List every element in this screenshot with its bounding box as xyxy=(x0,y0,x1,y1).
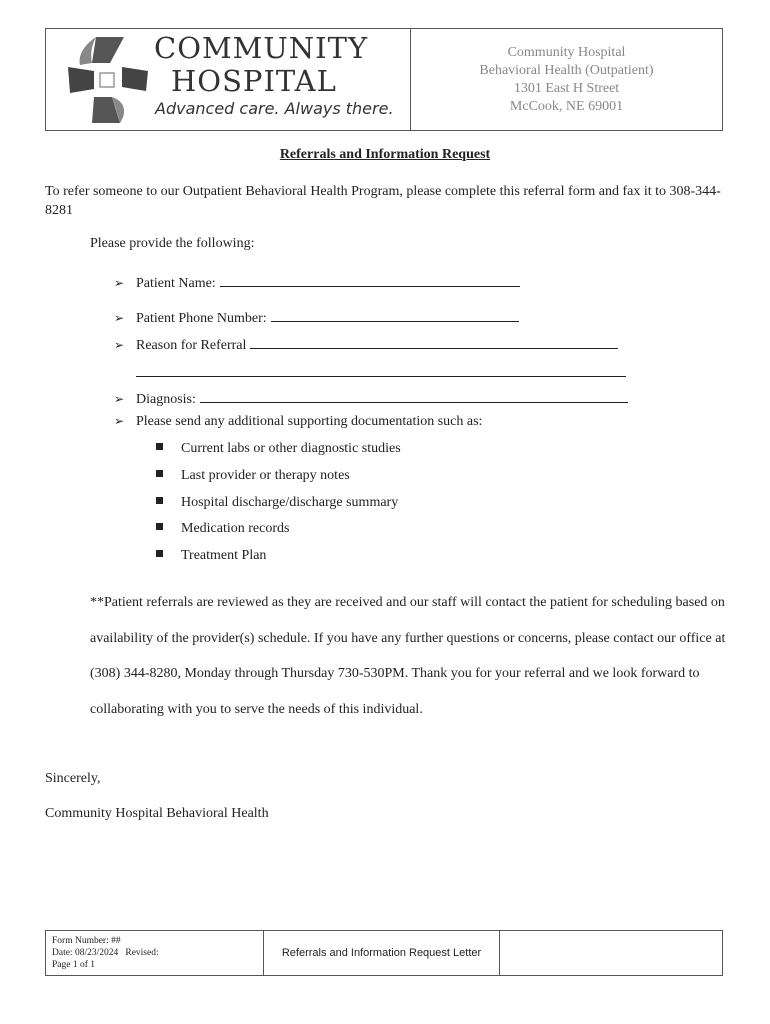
form-date: Date: 08/23/2024 Revised: xyxy=(52,948,159,958)
diagnosis-label: Diagnosis: xyxy=(136,392,196,407)
arrow-bullet-icon: ➢ xyxy=(114,414,125,428)
letterhead xyxy=(45,28,723,131)
arrow-bullet-icon: ➢ xyxy=(114,392,125,406)
reason-field xyxy=(114,334,618,354)
reason-blank[interactable] xyxy=(250,334,618,349)
square-bullet-icon xyxy=(156,443,163,450)
arrow-bullet-icon: ➢ xyxy=(114,311,125,325)
list-item xyxy=(156,468,350,484)
logo xyxy=(46,29,411,130)
doc-item-text: Treatment Plan xyxy=(181,548,267,563)
closing: Sincerely, xyxy=(45,771,101,786)
form-number: Form Number: ## xyxy=(52,936,121,946)
footer-doc-title: Referrals and Information Request Letter xyxy=(264,931,500,975)
patient-name-field xyxy=(114,272,520,292)
doc-item-text: Medication records xyxy=(181,521,290,536)
arrow-bullet-icon: ➢ xyxy=(114,338,125,352)
supporting-docs-item xyxy=(114,414,482,430)
square-bullet-icon xyxy=(156,497,163,504)
reason-blank-line2[interactable] xyxy=(136,364,626,377)
diagnosis-blank[interactable] xyxy=(200,388,628,403)
logo-tagline: Advanced care. Always there. xyxy=(155,99,394,118)
list-item xyxy=(156,521,289,537)
page-title: Referrals and Information Request xyxy=(279,147,491,162)
patient-phone-field xyxy=(114,307,519,327)
list-item xyxy=(156,441,401,457)
hospital-cross-logo-icon xyxy=(66,35,150,125)
logo-name-line1: COMMUNITY xyxy=(154,31,369,65)
doc-item-text: Current labs or other diagnostic studies xyxy=(181,441,401,456)
page-number: Page 1 of 1 xyxy=(52,960,96,970)
footer-empty-cell xyxy=(500,931,722,975)
supporting-docs-label: Please send any additional supporting documentation such as: xyxy=(136,414,483,429)
provide-label: Please provide the following: xyxy=(90,236,255,251)
address-line2: Behavioral Health (Outpatient) xyxy=(479,62,654,78)
patient-name-label: Patient Name: xyxy=(136,276,216,291)
square-bullet-icon xyxy=(156,470,163,477)
footer-table xyxy=(45,930,723,976)
address-line4: McCook, NE 69001 xyxy=(509,98,624,114)
address-block xyxy=(411,29,722,130)
patient-name-blank[interactable] xyxy=(220,272,520,287)
arrow-bullet-icon: ➢ xyxy=(114,276,125,290)
referral-note: **Patient referrals are reviewed as they are received and our staff will contact the patient for scheduling based on availability of the provider(s) schedule. If you have any further questions or concerns, please contact our office at (308) 344-8280, Monday through Thursday 730-530PM. Thank you for your referral and we look forward to collaborating with you to serve the needs of this individual. xyxy=(90,595,726,717)
doc-item-text: Last provider or therapy notes xyxy=(181,468,350,483)
signature: Community Hospital Behavioral Health xyxy=(45,806,269,821)
address-line3: 1301 East H Street xyxy=(513,80,620,96)
doc-item-text: Hospital discharge/discharge summary xyxy=(181,495,399,510)
diagnosis-field xyxy=(114,388,628,408)
square-bullet-icon xyxy=(156,523,163,530)
footer-form-info xyxy=(46,931,264,975)
patient-phone-label: Patient Phone Number: xyxy=(136,311,267,326)
intro-text: To refer someone to our Outpatient Behavioral Health Program, please complete this referral form and fax it to 308-344-8281 xyxy=(45,184,721,218)
patient-phone-blank[interactable] xyxy=(271,307,519,322)
list-item xyxy=(156,495,398,511)
reason-label: Reason for Referral xyxy=(136,338,247,353)
list-item xyxy=(156,548,266,564)
square-bullet-icon xyxy=(156,550,163,557)
logo-name-line2: HOSPITAL xyxy=(171,64,337,98)
address-line1: Community Hospital xyxy=(507,44,626,60)
